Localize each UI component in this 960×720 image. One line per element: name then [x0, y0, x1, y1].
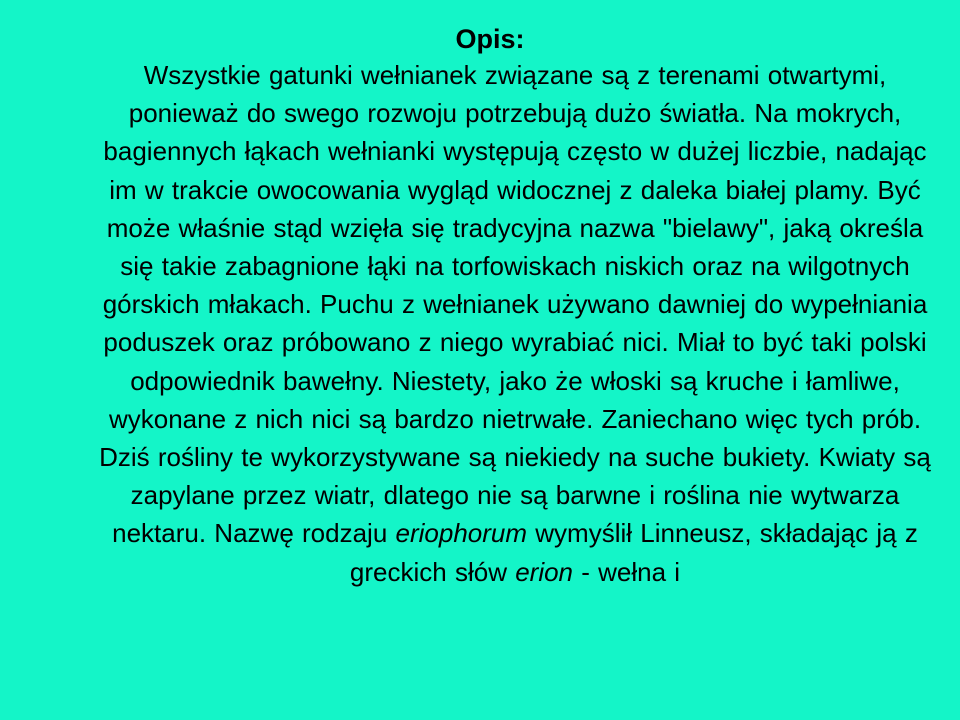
greek-word-erion: erion	[515, 556, 574, 587]
slide-body-text	[95, 56, 935, 591]
slide-heading: Opis:	[455, 24, 525, 54]
body-text-part-3: - wełna i	[573, 556, 681, 587]
genus-name-eriophorum: eriophorum	[395, 518, 528, 549]
body-text-part-1: Wszystkie gatunki wełnianek związane są z terenami otwartymi, ponieważ do swego rozwoju potrzebują dużo światła. Na mokrych, bagiennych łąkach wełnianki występują często w dużej liczbie, nadając im w trakcie owocowania wygląd widocznej z daleka białej plamy. Być może właśnie stąd wzięła się tradycyjna nazwa "bielawy", jaką określa się takie zabagnione łąki na torfowiskach niskich oraz na wilgotnych górskich młakach. Puchu z wełnianek używano dawniej do wypełniania poduszek oraz próbowano z niego wyrabiać nici. Miał to być taki polski odpowiednik bawełny. Niestety, jako że włoski są kruche i łamliwe, wykonane z nich nici są bardzo nietrwałe. Zaniechano więc tych prób. Dziś rośliny te wykorzystywane są niekiedy na suche bukiety. Kwiaty są zapylane przez wiatr, dlatego nie są barwne i roślina nie wytwarza nektaru. Nazwę rodzaju	[99, 60, 931, 549]
body-text-part-2: wymyślił Linneusz, składając ją z greckich słów	[349, 518, 918, 587]
